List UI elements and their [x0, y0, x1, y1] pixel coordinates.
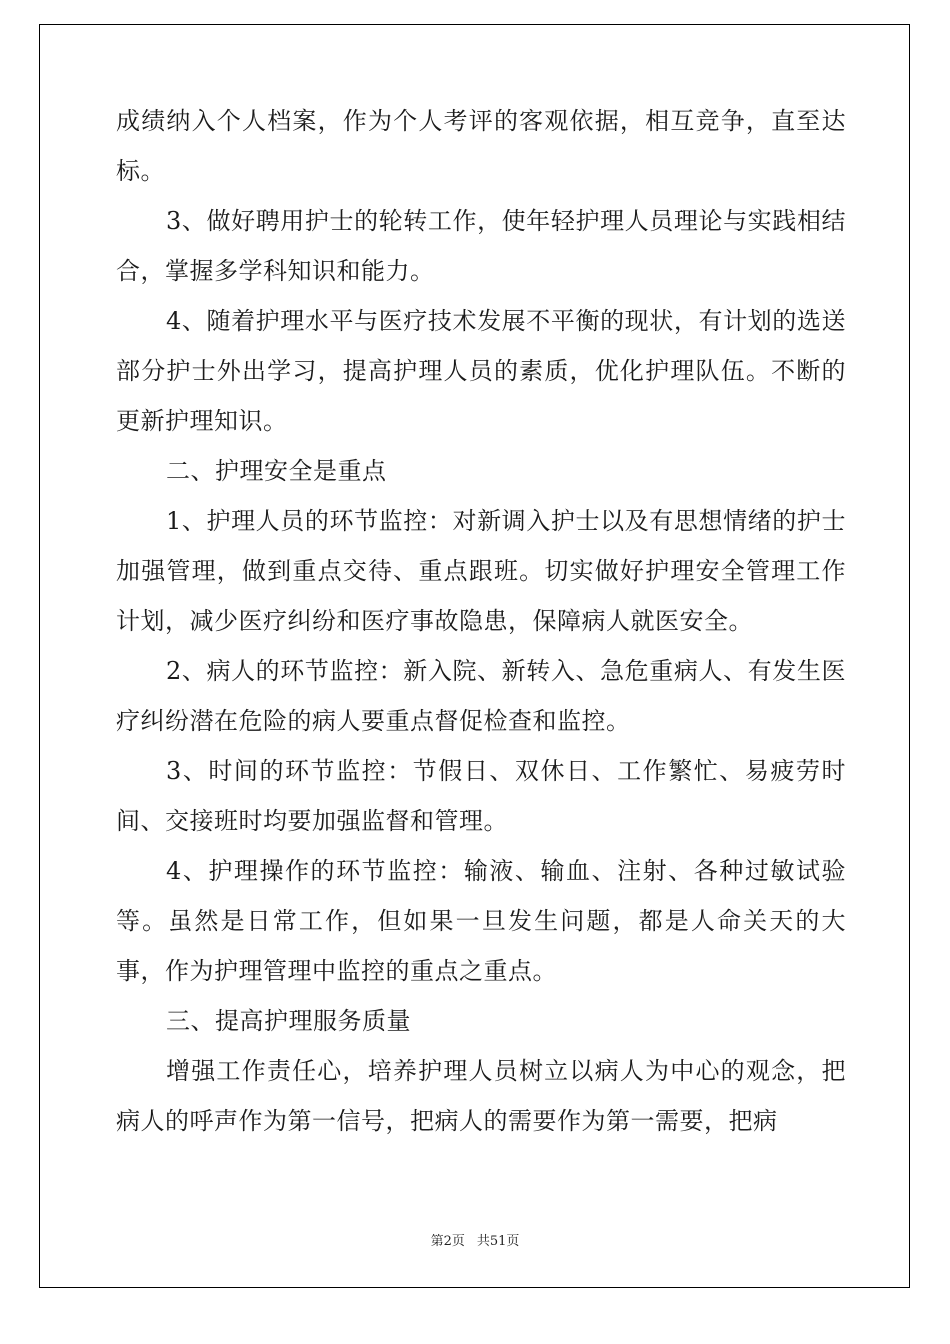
- document-body: [116, 96, 846, 1146]
- page-footer: [0, 1233, 950, 1251]
- paragraph-4: 1、护理人员的环节监控：对新调入护士以及有思想情绪的护士加强管理，做到重点交待、重点跟班。切实做好护理安全管理工作计划，减少医疗纠纷和医疗事故隐患，保障病人就医安全。: [116, 507, 846, 635]
- paragraph-3: 4、随着护理水平与医疗技术发展不平衡的现状，有计划的选送部分护士外出学习，提高护理人员的素质，优化护理队伍。不断的更新护理知识。: [116, 307, 846, 435]
- page-number: 第2页: [430, 1234, 465, 1249]
- page-total: 共51页: [476, 1234, 520, 1249]
- paragraph-7: 4、护理操作的环节监控：输液、输血、注射、各种过敏试验等。虽然是日常工作，但如果一旦发生问题，都是人命关天的大事，作为护理管理中监控的重点之重点。: [116, 857, 846, 985]
- paragraph-1: 成绩纳入个人档案，作为个人考评的客观依据，相互竞争，直至达标。: [116, 107, 846, 185]
- section-heading-2: 二、护理安全是重点: [166, 457, 387, 485]
- paragraph-6: 3、时间的环节监控：节假日、双休日、工作繁忙、易疲劳时间、交接班时均要加强监督和管理。: [116, 757, 846, 835]
- paragraph-2: 3、做好聘用护士的轮转工作，使年轻护理人员理论与实践相结合，掌握多学科知识和能力。: [116, 207, 846, 285]
- section-heading-3: 三、提高护理服务质量: [166, 1007, 411, 1035]
- paragraph-8: 增强工作责任心，培养护理人员树立以病人为中心的观念，把病人的呼声作为第一信号，把病人的需要作为第一需要，把病: [116, 1057, 846, 1135]
- paragraph-5: 2、病人的环节监控：新入院、新转入、急危重病人、有发生医疗纠纷潜在危险的病人要重点督促检查和监控。: [116, 657, 846, 735]
